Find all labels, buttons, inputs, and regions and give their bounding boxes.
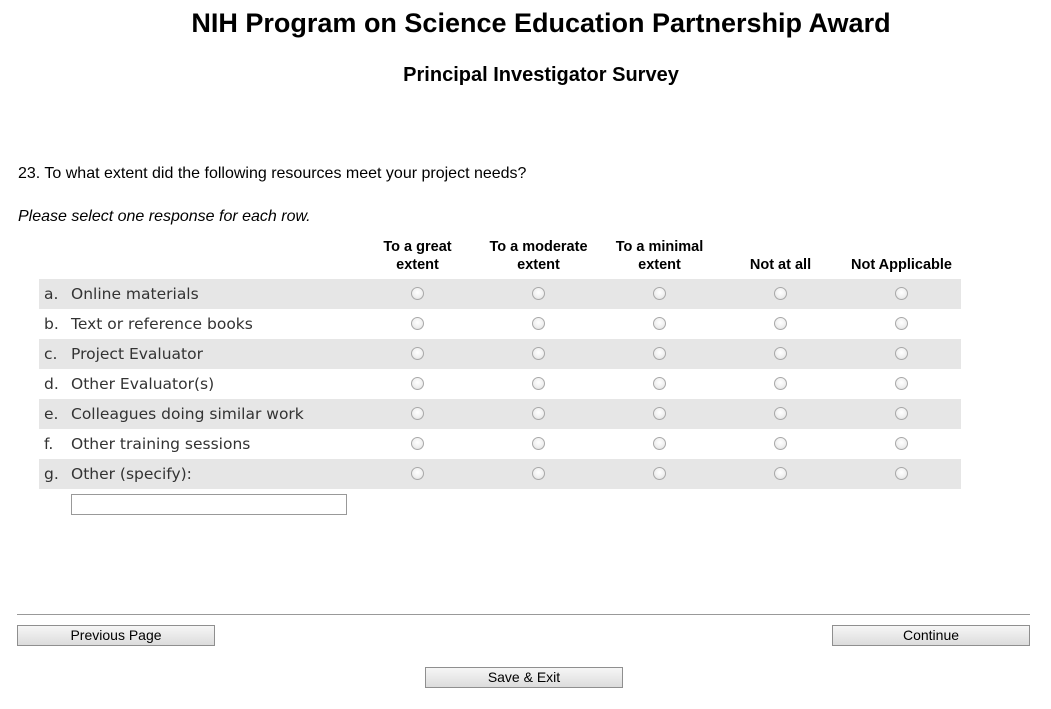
radio-not-applicable[interactable]	[895, 467, 908, 480]
radio-great-extent[interactable]	[411, 377, 424, 390]
radio-great-extent[interactable]	[411, 407, 424, 420]
radio-not-applicable[interactable]	[895, 317, 908, 330]
radio-minimal-extent[interactable]	[653, 407, 666, 420]
row-letter: e.	[44, 405, 59, 423]
page-title: NIH Program on Science Education Partnership Award	[191, 8, 891, 38]
radio-moderate-extent[interactable]	[532, 287, 545, 300]
row-label: Text or reference books	[71, 315, 253, 333]
row-label: Other Evaluator(s)	[71, 375, 215, 393]
radio-not-applicable[interactable]	[895, 287, 908, 300]
page-subtitle: Principal Investigator Survey	[403, 64, 679, 86]
row-label: Colleagues doing similar work	[71, 405, 304, 423]
column-header-not-at-all	[720, 238, 841, 274]
radio-not-at-all[interactable]	[774, 467, 787, 480]
row-letter: f.	[44, 435, 54, 453]
radio-minimal-extent[interactable]	[653, 347, 666, 360]
grid-row-other-evaluators	[39, 369, 961, 399]
question-instruction: Please select one response for each row.	[18, 208, 311, 225]
radio-minimal-extent[interactable]	[653, 377, 666, 390]
column-header-moderate-extent	[478, 238, 599, 274]
radio-great-extent[interactable]	[411, 437, 424, 450]
radio-not-at-all[interactable]	[774, 377, 787, 390]
grid-row-colleagues	[39, 399, 961, 429]
response-grid	[39, 279, 961, 489]
previous-page-button[interactable]: Previous Page	[17, 625, 215, 646]
row-label: Project Evaluator	[71, 345, 203, 363]
radio-moderate-extent[interactable]	[532, 347, 545, 360]
grid-row-text-books	[39, 309, 961, 339]
column-header-not-applicable	[841, 238, 962, 274]
question-text: 23. To what extent did the following resources meet your project needs?	[18, 165, 527, 182]
radio-not-at-all[interactable]	[774, 437, 787, 450]
column-header-line: extent	[517, 257, 560, 273]
column-header-great-extent	[357, 238, 478, 274]
radio-great-extent[interactable]	[411, 287, 424, 300]
row-letter: b.	[44, 315, 59, 333]
radio-minimal-extent[interactable]	[653, 467, 666, 480]
radio-not-at-all[interactable]	[774, 287, 787, 300]
row-label: Online materials	[71, 285, 199, 303]
divider	[17, 614, 1030, 615]
radio-minimal-extent[interactable]	[653, 317, 666, 330]
column-header-minimal-extent	[599, 238, 720, 274]
radio-minimal-extent[interactable]	[653, 287, 666, 300]
row-letter: d.	[44, 375, 59, 393]
radio-not-at-all[interactable]	[774, 317, 787, 330]
row-letter: g.	[44, 465, 59, 483]
grid-row-project-evaluator	[39, 339, 961, 369]
radio-great-extent[interactable]	[411, 317, 424, 330]
radio-great-extent[interactable]	[411, 467, 424, 480]
column-header-line: To a moderate	[489, 239, 588, 255]
grid-row-online-materials	[39, 279, 961, 309]
radio-minimal-extent[interactable]	[653, 437, 666, 450]
grid-row-training-sessions	[39, 429, 961, 459]
column-header-line: extent	[638, 257, 681, 273]
continue-button[interactable]: Continue	[832, 625, 1030, 646]
radio-moderate-extent[interactable]	[532, 377, 545, 390]
column-header-line: Not Applicable	[851, 257, 952, 273]
radio-moderate-extent[interactable]	[532, 407, 545, 420]
column-header-line: extent	[396, 257, 439, 273]
radio-moderate-extent[interactable]	[532, 317, 545, 330]
radio-not-applicable[interactable]	[895, 347, 908, 360]
radio-moderate-extent[interactable]	[532, 467, 545, 480]
radio-not-at-all[interactable]	[774, 407, 787, 420]
radio-not-applicable[interactable]	[895, 437, 908, 450]
save-exit-button[interactable]: Save & Exit	[425, 667, 623, 688]
row-letter: a.	[44, 285, 59, 303]
radio-great-extent[interactable]	[411, 347, 424, 360]
radio-not-at-all[interactable]	[774, 347, 787, 360]
radio-moderate-extent[interactable]	[532, 437, 545, 450]
radio-not-applicable[interactable]	[895, 377, 908, 390]
row-letter: c.	[44, 345, 58, 363]
column-header-line: To a great	[383, 239, 452, 255]
row-label: Other (specify):	[71, 465, 192, 483]
grid-row-other-specify	[39, 459, 961, 489]
row-label: Other training sessions	[71, 435, 251, 453]
radio-not-applicable[interactable]	[895, 407, 908, 420]
other-specify-input[interactable]	[71, 494, 347, 515]
column-header-line: To a minimal	[615, 239, 704, 255]
column-header-line: Not at all	[749, 257, 812, 273]
